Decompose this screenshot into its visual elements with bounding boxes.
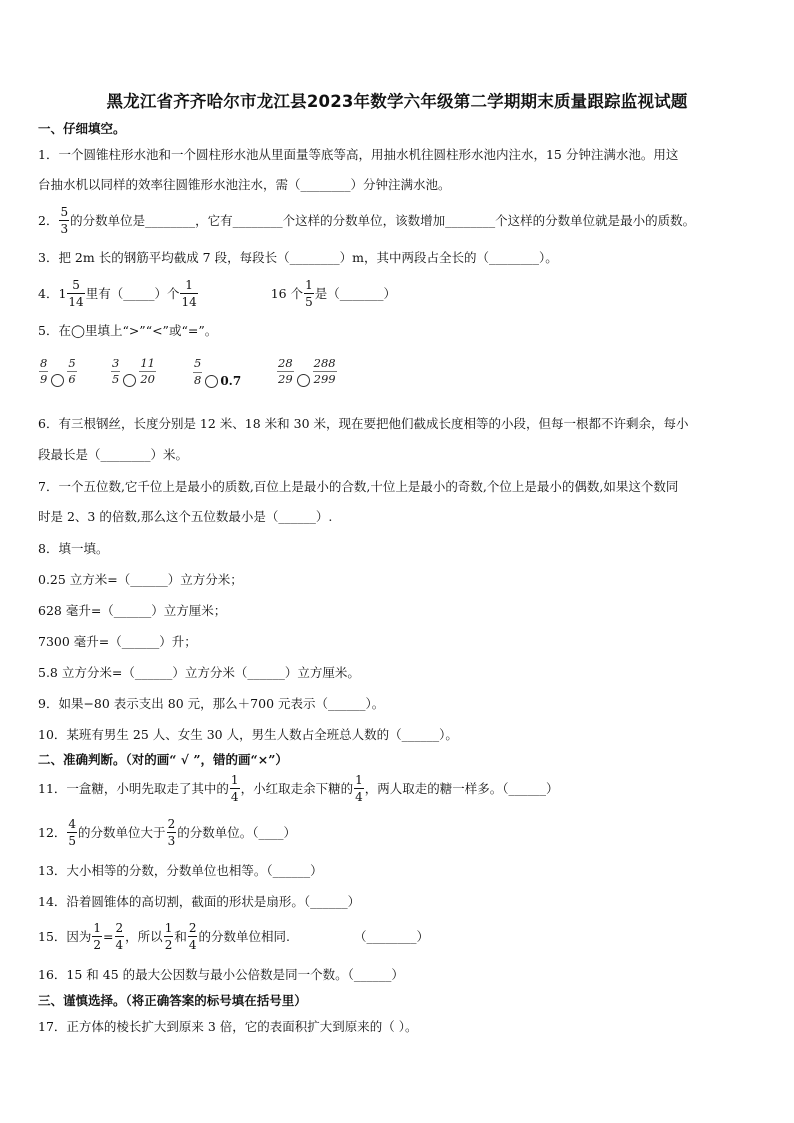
q15-mid: ，所以 bbox=[125, 928, 163, 944]
q11-post: ，两人取走的糖一样多。（______） bbox=[364, 780, 559, 796]
q11-f2-num: 1 bbox=[355, 773, 363, 787]
q10: 10．某班有男生 25 人、女生 30 人，男生人数占全班总人数的（______）。 bbox=[38, 727, 458, 742]
q5-item2-left-num: 3 bbox=[112, 355, 120, 370]
q11-f1-den: 4 bbox=[230, 790, 239, 804]
q2-fraction bbox=[59, 206, 69, 235]
q4-part2-post: 是（_______） bbox=[314, 285, 397, 301]
q7-line1: 7．一个五位数,它千位上是最小的质数,百位上是最小的合数,十位上是最小的奇数,个位上是最小的偶数,如果这个数同 bbox=[38, 479, 679, 494]
q15-fraction-1 bbox=[92, 922, 102, 951]
q4-fraction-2 bbox=[180, 279, 197, 308]
q5-item3-left-den: 8 bbox=[194, 372, 202, 387]
q8-line4: 5.8 立方分米=（______）立方分米（______）立方厘米。 bbox=[38, 665, 360, 680]
q15-post: 的分数单位相同. bbox=[198, 928, 290, 944]
q1-line1: 1．一个圆锥柱形水池和一个圆柱形水池从里面量等底等高，用抽水机往圆柱形水池内注水，15 分钟注满水池。用这 bbox=[38, 147, 679, 162]
q4-f2-num: 1 bbox=[185, 278, 193, 292]
q2 bbox=[38, 206, 758, 235]
q15-f4-den: 4 bbox=[188, 938, 197, 952]
q12-fraction-1 bbox=[67, 818, 77, 847]
q14: 14．沿着圆锥体的高切割，截面的形状是扇形。（______） bbox=[38, 894, 361, 909]
q15-blank: （________） bbox=[353, 928, 429, 944]
q5-item4-right-num: 288 bbox=[313, 355, 336, 370]
q5-item-1 bbox=[38, 356, 78, 387]
q15-f1-den: 2 bbox=[93, 938, 102, 952]
q5-item3-left-num: 5 bbox=[194, 356, 202, 370]
q5-item3-right: 0.7 bbox=[220, 374, 242, 388]
q5-item1-left-num: 8 bbox=[40, 355, 48, 370]
q5-item2-right bbox=[139, 355, 156, 386]
q12-fraction-2 bbox=[167, 818, 177, 847]
q5-item1-right bbox=[67, 355, 76, 386]
q15-fraction-3 bbox=[164, 922, 174, 951]
q11-pre: 11．一盒糖，小明先取走了其中的 bbox=[38, 780, 229, 796]
q16: 16．15 和 45 的最大公因数与最小公倍数是同一个数。（______） bbox=[38, 967, 404, 982]
q12-pre: 12． bbox=[38, 824, 67, 840]
q3: 3．把 2m 长的钢筋平均截成 7 段，每段长（________）m，其中两段占全长的（________）。 bbox=[38, 250, 558, 265]
q5-item4-left-den: 29 bbox=[278, 372, 293, 386]
q1-line2: 台抽水机以同样的效率往圆锥形水池注水，需（________）分钟注满水池。 bbox=[38, 177, 451, 192]
q15-f2-den: 4 bbox=[115, 938, 124, 952]
q4-whole: 1 bbox=[58, 285, 67, 301]
q11-mid: ，小红取走余下糖的 bbox=[240, 780, 354, 796]
q11-fraction-2 bbox=[354, 774, 364, 803]
q4-part2-pre: 16 个 bbox=[270, 285, 304, 301]
q5-item-2 bbox=[110, 356, 157, 387]
q2-text: 的分数单位是________，它有________个这样的分数单位，该数增加________个这样的分数单位就是最小的质数。 bbox=[70, 212, 696, 228]
q12-post: 的分数单位。（____） bbox=[177, 824, 296, 840]
q15-pre: 15．因为 bbox=[38, 928, 92, 944]
q5-instruction: 5．在◯里填上“>”“<”或“=”。 bbox=[38, 323, 218, 338]
q15 bbox=[38, 922, 758, 951]
q15-fraction-2 bbox=[115, 922, 125, 951]
q4-f1-num: 5 bbox=[72, 278, 80, 292]
q15-f2-num: 2 bbox=[115, 921, 124, 935]
q4 bbox=[38, 279, 758, 308]
q15-eq: = bbox=[103, 928, 114, 944]
q5-item3-left bbox=[193, 358, 202, 386]
q15-f1-num: 1 bbox=[93, 921, 102, 935]
q5-item1-left bbox=[39, 355, 48, 386]
q12-f1-den: 5 bbox=[68, 834, 77, 848]
q8-line2: 628 毫升=（______）立方厘米； bbox=[38, 603, 227, 618]
compare-circle[interactable] bbox=[297, 374, 310, 387]
section-2-heading: 二、准确判断。（对的画“ √ ”，错的画“×”） bbox=[38, 752, 288, 767]
q2-prefix: 2． bbox=[38, 212, 59, 228]
q11-f1-num: 1 bbox=[230, 773, 239, 787]
q4-f1-den: 14 bbox=[68, 295, 84, 309]
q5-item4-right-den: 299 bbox=[313, 372, 336, 386]
q11-f2-den: 4 bbox=[355, 790, 363, 804]
q12-f2-den: 3 bbox=[167, 834, 176, 848]
q11 bbox=[38, 774, 758, 803]
q6-line1: 6．有三根钢丝，长度分别是 12 米、18 米和 30 米，现在要把他们截成长度相等的小段，但每一根都不许剩余，每小 bbox=[38, 416, 689, 431]
q12-f2-num: 2 bbox=[167, 817, 176, 831]
q5-item4-left-num: 28 bbox=[278, 355, 293, 370]
q4-f3-num: 1 bbox=[305, 278, 313, 292]
q13: 13．大小相等的分数，分数单位也相等。（______） bbox=[38, 863, 323, 878]
q17: 17．正方体的棱长扩大到原来 3 倍，它的表面积扩大到原来的（ ）。 bbox=[38, 1019, 418, 1034]
q4-prefix: 4． bbox=[38, 285, 59, 301]
q5-item2-left-den: 5 bbox=[112, 372, 120, 386]
compare-circle[interactable] bbox=[123, 374, 136, 387]
q8-heading: 8．填一填。 bbox=[38, 541, 109, 556]
q4-fraction-3 bbox=[304, 279, 314, 308]
q15-f3-num: 1 bbox=[164, 921, 173, 935]
q11-fraction-1 bbox=[230, 774, 240, 803]
q15-f4-num: 2 bbox=[188, 921, 197, 935]
q9: 9．如果−80 表示支出 80 元，那么＋700 元表示（______）。 bbox=[38, 696, 385, 711]
q8-line1: 0.25 立方米=（______）立方分米； bbox=[38, 572, 243, 587]
section-3-heading: 三、谨慎选择。（将正确答案的标号填在括号里） bbox=[38, 993, 307, 1008]
page-title: 黑龙江省齐齐哈尔市龙江县2023年数学六年级第二学期期末质量跟踪监视试题 bbox=[106, 92, 688, 111]
q5-item4-right bbox=[313, 355, 337, 386]
q12-mid: 的分数单位大于 bbox=[78, 824, 166, 840]
q5-item-4 bbox=[276, 356, 338, 387]
q15-fraction-4 bbox=[188, 922, 198, 951]
q12-f1-num: 4 bbox=[68, 817, 77, 831]
q7-line2: 时是 2、3 的倍数,那么这个五位数最小是（______）. bbox=[38, 509, 333, 524]
q4-mid: 里有（_____）个 bbox=[85, 285, 180, 301]
q4-fraction-1 bbox=[67, 279, 84, 308]
q4-f3-den: 5 bbox=[305, 295, 313, 309]
q2-frac-den: 3 bbox=[60, 222, 69, 236]
q2-frac-num: 5 bbox=[60, 205, 69, 219]
q12 bbox=[38, 818, 758, 847]
q5-item4-left bbox=[277, 355, 294, 386]
section-1-heading: 一、仔细填空。 bbox=[38, 121, 126, 136]
q5-item2-right-den: 20 bbox=[140, 372, 155, 386]
q5-item2-right-num: 11 bbox=[140, 355, 155, 370]
q15-and: 和 bbox=[174, 928, 187, 944]
q5-item2-left bbox=[111, 355, 120, 386]
q6-line2: 段最长是（________）米。 bbox=[38, 447, 189, 462]
q5-item-3 bbox=[192, 356, 241, 388]
q5-item1-right-den: 6 bbox=[68, 372, 76, 386]
compare-circle[interactable] bbox=[205, 375, 218, 388]
q15-f3-den: 2 bbox=[164, 938, 173, 952]
q5-item1-left-den: 9 bbox=[40, 372, 48, 386]
q8-line3: 7300 毫升=（______）升； bbox=[38, 634, 197, 649]
q4-f2-den: 14 bbox=[181, 295, 197, 309]
compare-circle[interactable] bbox=[51, 374, 64, 387]
q5-item1-right-num: 5 bbox=[68, 355, 76, 370]
